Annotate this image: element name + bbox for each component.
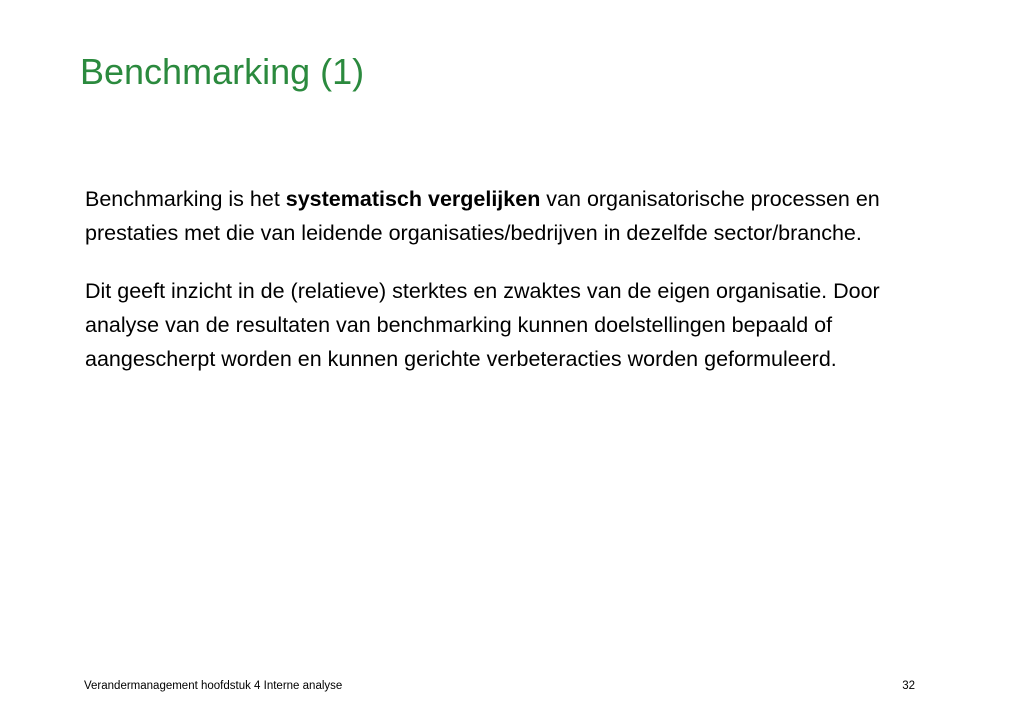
footer-caption: Verandermanagement hoofdstuk 4 Interne analyse [84, 680, 343, 692]
slide-body [85, 182, 925, 376]
page-number: 32 [902, 680, 915, 692]
paragraph-definition-end: van organisatorische processen en prestaties met die van leidende organisaties/bedrijven in dezelfde sector/branche. [85, 187, 880, 245]
paragraph-definition-emphasis: systematisch vergelijken [285, 187, 541, 211]
paragraph-definition [85, 182, 925, 250]
paragraph-insight: Dit geeft inzicht in de (relatieve) sterktes en zwaktes van de eigen organisatie. Door analyse van de resultaten van benchmarking kunnen doelstellingen bepaald of aangescherpt worden en kunnen gerichte verbeteracties worden geformuleerd. [85, 279, 880, 371]
slide-title: Benchmarking (1) [80, 51, 365, 92]
paragraph-definition-start: Benchmarking is het [85, 187, 286, 211]
